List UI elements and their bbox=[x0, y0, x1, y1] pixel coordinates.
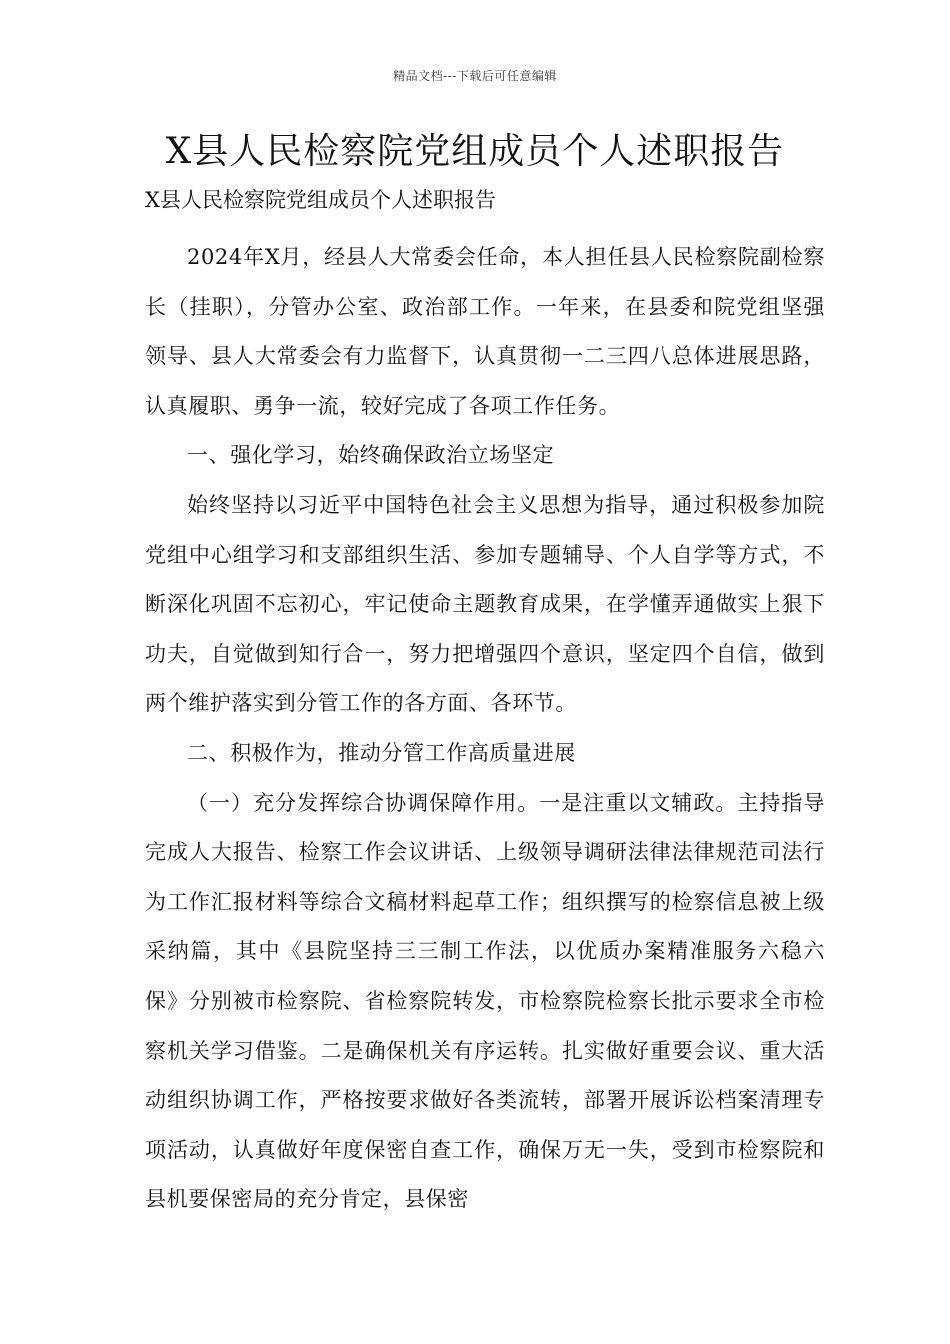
document-title: X县人民检察院党组成员个人述职报告 bbox=[165, 131, 785, 172]
document-body bbox=[145, 233, 825, 1225]
paragraph-coordination: （一）充分发挥综合协调保障作用。一是注重以文辅政。主持指导完成人大报告、检察工作会议讲话、上级领导调研法律法律规范司法行为工作汇报材料等综合文稿材料起草工作；组织撰写的检察信息被上级采纳篇，其中《县院坚持三三制工作法，以优质办案精准服务六稳六保》分别被市检察院、省检察院转发，市检察院检察长批示要求全市检察机关学习借鉴。二是确保机关有序运转。扎实做好重要会议、重大活动组织协调工作，严格按要求做好各类流转，部署开展诉讼档案清理专项活动，认真做好年度保密自查工作，确保万无一失，受到市检察院和县机要保密局的充分肯定，县保密 bbox=[145, 790, 825, 1212]
paragraph-study: 始终坚持以习近平中国特色社会主义思想为指导，通过积极参加院党组中心组学习和支部组织生活、参加专题辅导、个人自学等方式，不断深化巩固不忘初心，牢记使命主题教育成果，在学懂弄通做实上狠下功夫，自觉做到知行合一，努力把增强四个意识，坚定四个自信，做到两个维护落实到分管工作的各方面、各环节。 bbox=[145, 492, 825, 716]
section-heading-2: 二、积极作为，推动分管工作高质量进展 bbox=[187, 740, 576, 765]
section-heading-1: 一、强化学习，始终确保政治立场坚定 bbox=[187, 443, 555, 468]
paragraph-intro: 2024年X月，经县人大常委会任命，本人担任县人民检察院副检察长（挂职），分管办公室、政治部工作。一年来，在县委和院党组坚强领导、县人大常委会有力监督下，认真贯彻一二三四八总体进展思路，认真履职、勇争一流，较好完成了各项工作任务。 bbox=[145, 245, 825, 418]
header-note: 精品文档---下载后可任意编辑 bbox=[393, 69, 557, 83]
document-subtitle: X县人民检察院党组成员个人述职报告 bbox=[145, 188, 496, 212]
